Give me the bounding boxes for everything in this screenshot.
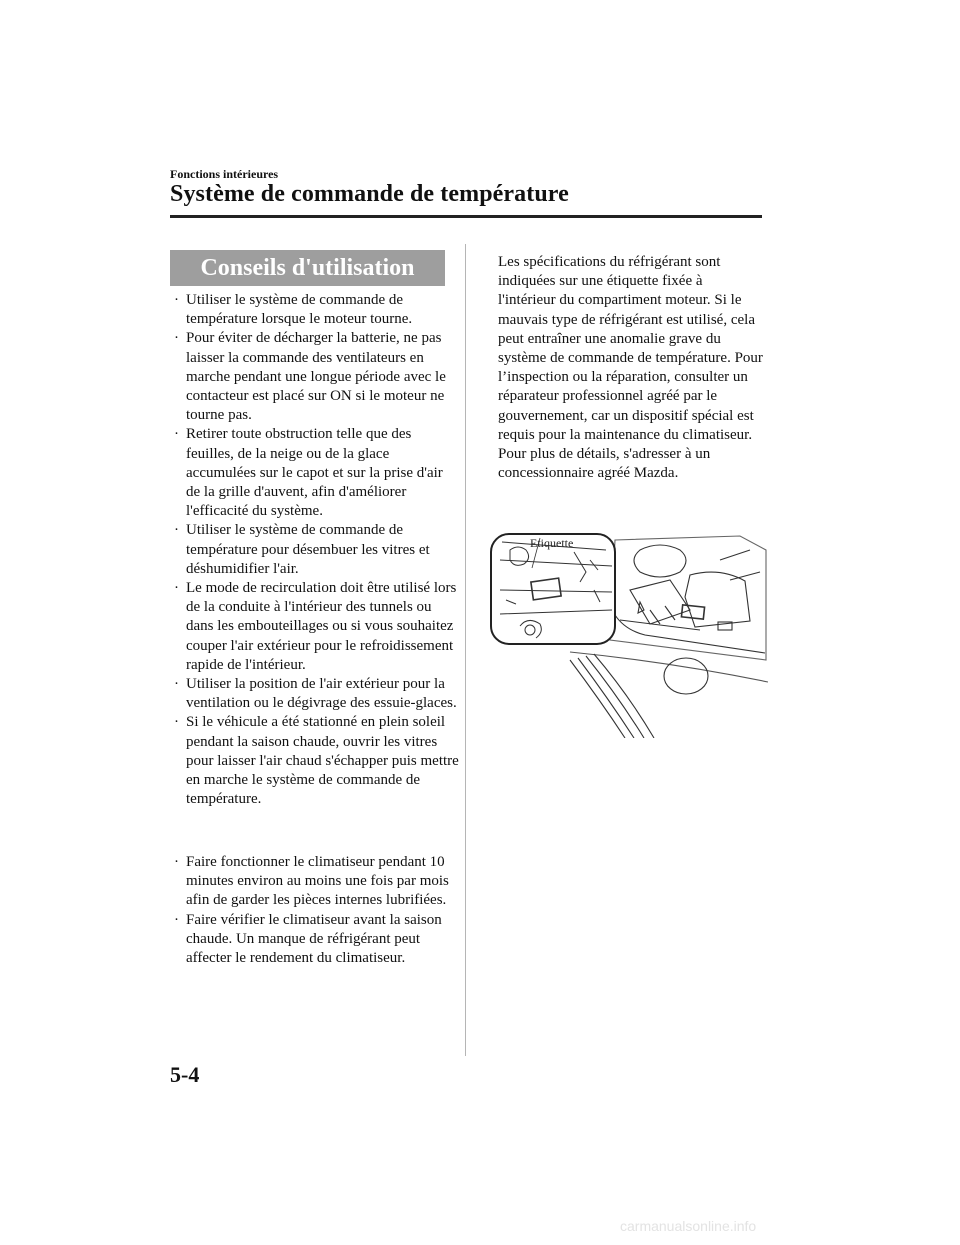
tips-list-1 (170, 291, 460, 809)
list-item: · Faire fonctionner le climatiseur pendant 10 minutes environ au moins une fois par mois afin de garder les pièces internes lubrifiées. (174, 854, 449, 909)
list-item: · Utiliser la position de l'air extérieur pour la ventilation ou le dégivrage des essuie-glaces. (174, 676, 457, 712)
figure-callout-label: Etiquette (530, 536, 574, 550)
list-item: · Faire vérifier le climatiseur avant la saison chaude. Un manque de réfrigérant peut affecter le rendement du climatiseur. (174, 911, 442, 967)
list-item: · Utiliser le système de commande de température pour désembuer les vitres et déshumidifier l'air. (174, 522, 430, 577)
page-title: Système de commande de température (170, 181, 569, 207)
bullet-icon: · (174, 522, 179, 539)
list-item: · Retirer toute obstruction telle que des feuilles, de la neige ou de la glace accumulées sur le capot et sur la prise d'air de la grille d'auvent, afin d'améliorer l'efficacité du système. (174, 426, 443, 520)
list-item: · Si le véhicule a été stationné en plein soleil pendant la saison chaude, ouvrir les vitres pour laisser l'air chaud s'échapper puis mettre en marche le système de commande de température. (174, 714, 459, 808)
bullet-icon: · (174, 580, 179, 597)
engine-label-illustration (490, 530, 768, 738)
bullet-icon: · (174, 911, 179, 928)
tips-list-2 (170, 853, 460, 968)
list-item: · Le mode de recirculation doit être utilisé lors de la conduite à l'intérieur des tunnels ou dans les embouteillages ou si vous souhaitez couper l'air extérieur pour le refroidissement rapide de l'intérieur. (174, 580, 457, 673)
refrigerant-info (498, 253, 763, 483)
bullet-icon: · (174, 426, 179, 443)
dealer-paragraph: Pour plus de détails, s'adresser à un concessionnaire agréé Mazda. (498, 446, 711, 482)
refrigerant-paragraph: Les spécifications du réfrigérant sont indiquées sur une étiquette fixée à l'intérieur du compartiment moteur. Si le mauvais type de réfrigérant est utilisé, cela peut entraîner une anomalie grave du système de commande de température. Pour l’inspection ou la réparation, consulter un réparateur professionnel agréé par le gouvernement, car un dispositif spécial est requis pour la maintenance du climatiseur. (498, 254, 763, 443)
list-item: · Utiliser le système de commande de température lorsque le moteur tourne. (174, 292, 413, 328)
watermark: carmanualsonline.info (620, 1218, 757, 1234)
bullet-icon: · (174, 676, 179, 693)
bullet-icon: · (174, 292, 179, 308)
bullet-icon: · (174, 330, 179, 347)
page-number: 5-4 (170, 1062, 200, 1087)
list-item: · Pour éviter de décharger la batterie, ne pas laisser la commande des ventilateurs en marche pendant une longue période avec le contacteur est placé sur ON si le moteur ne tourne pas. (174, 330, 446, 424)
title-divider (170, 215, 762, 218)
column-divider (465, 244, 466, 1056)
bullet-icon: · (174, 854, 179, 870)
tips-heading: Conseils d'utilisation (170, 250, 445, 286)
bullet-icon: · (174, 714, 179, 731)
section-label: Fonctions intérieures (170, 167, 279, 181)
